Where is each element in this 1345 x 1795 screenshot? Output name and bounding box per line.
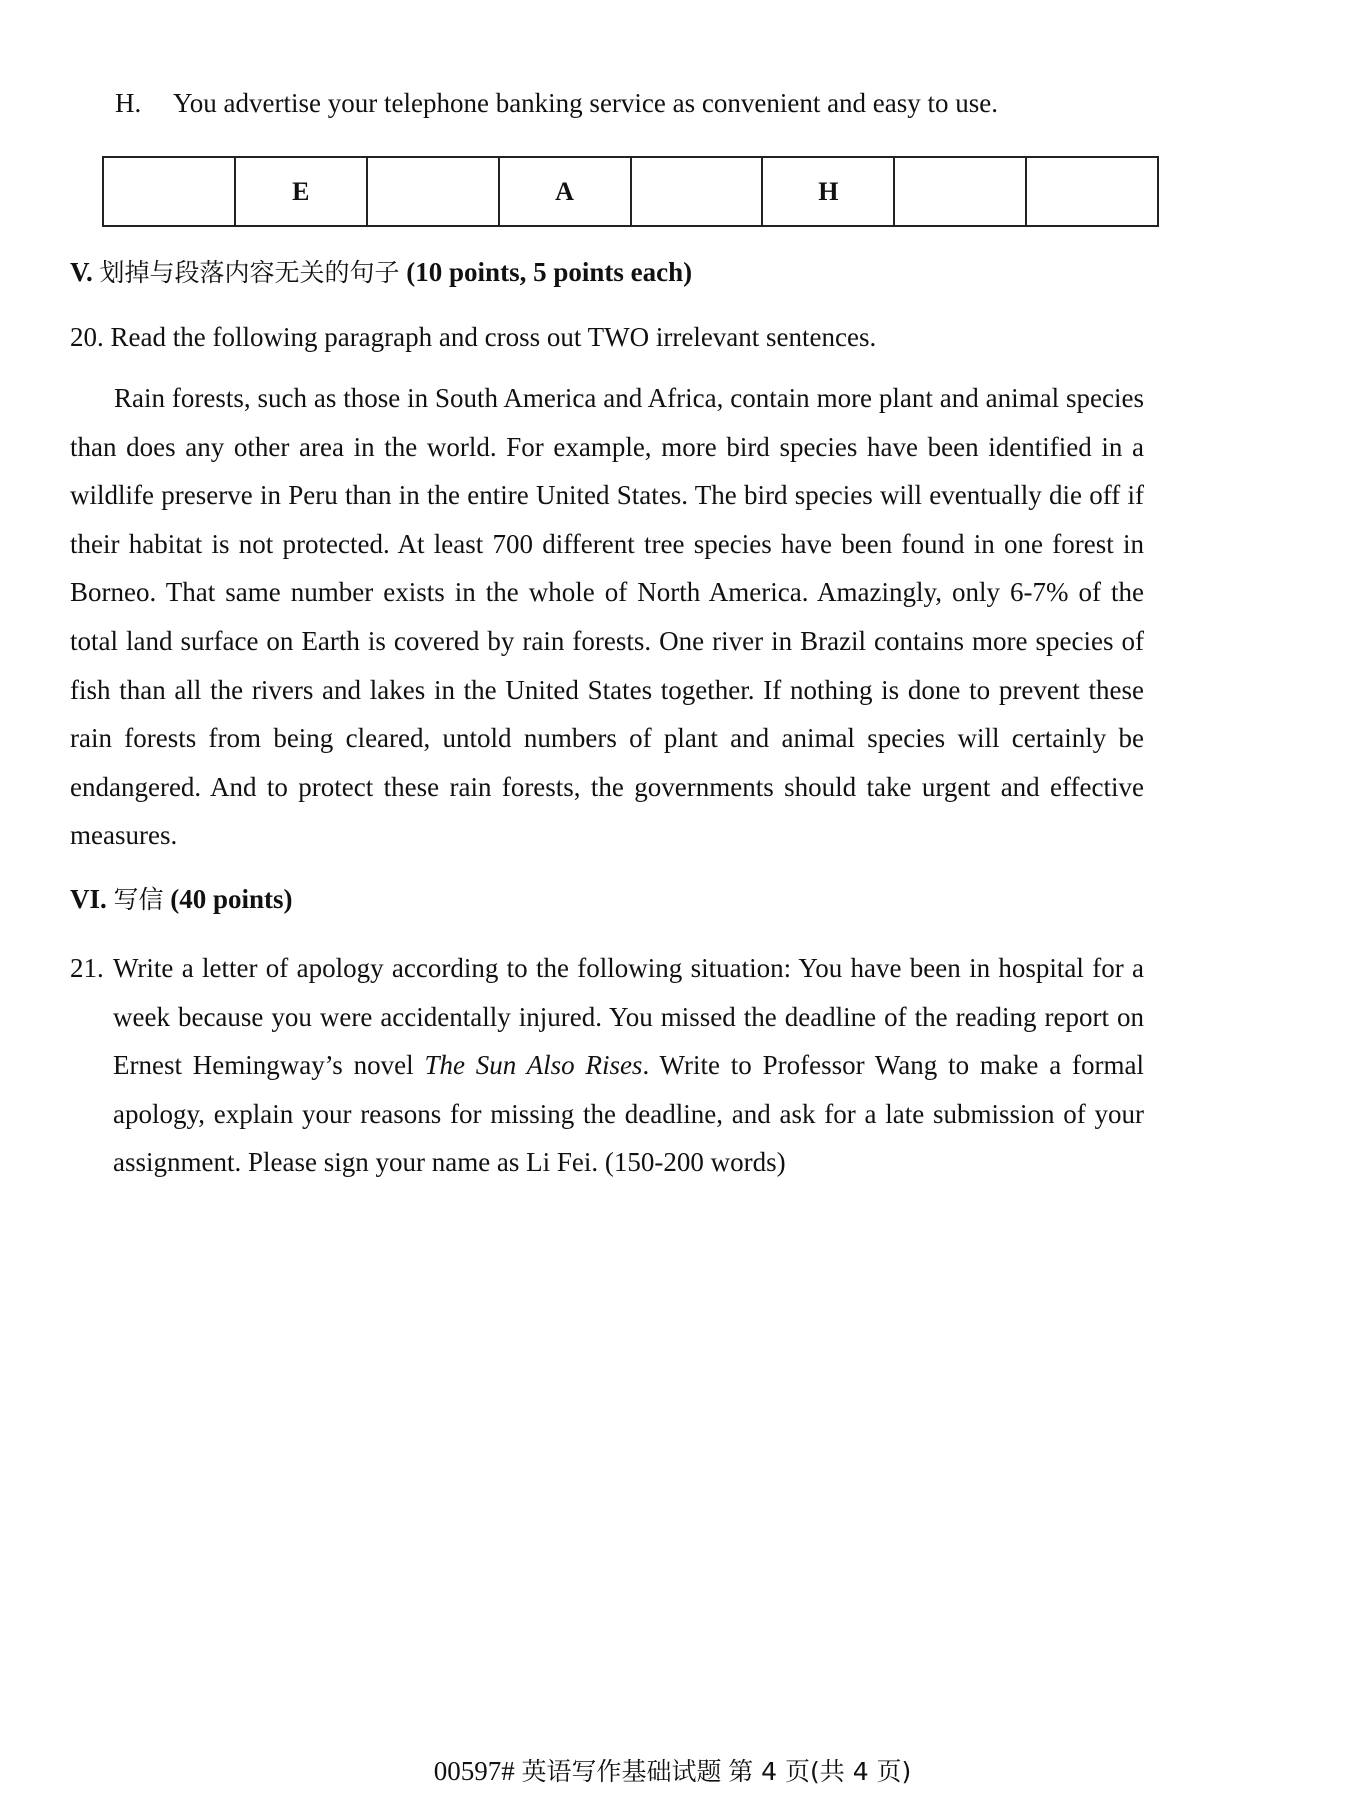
- footer-code: 00597#: [433, 1756, 515, 1786]
- section-v-heading: [70, 253, 692, 289]
- question-21-text-before: Write a letter of apology according to the following situation: You have been in hospital for a week because you were accidentally injured. You missed the deadline of the reading report on Ernest Hemingway’s novel: [113, 953, 1144, 1081]
- page-footer: [0, 1752, 1345, 1788]
- section-v-points: (10 points, 5 points each): [406, 257, 693, 287]
- answer-table: [102, 156, 1159, 227]
- option-h: [115, 88, 998, 119]
- answer-cell-4: A: [499, 157, 631, 226]
- answer-cell-3: [367, 157, 499, 226]
- question-21-number: 21.: [70, 953, 104, 983]
- option-h-label: H.: [115, 88, 142, 118]
- answer-cell-1: [103, 157, 235, 226]
- section-vi-title: 写信: [113, 885, 164, 914]
- question-21: [70, 944, 1144, 1187]
- section-v-numeral: V.: [70, 257, 93, 287]
- option-h-text: You advertise your telephone banking service as convenient and easy to use.: [173, 88, 999, 118]
- answer-cell-2: E: [235, 157, 367, 226]
- answer-cell-5: [631, 157, 763, 226]
- footer-title: 英语写作基础试题: [521, 1757, 722, 1786]
- book-title: The Sun Also Rises: [424, 1050, 643, 1081]
- answer-cell-8: [1026, 157, 1158, 226]
- answer-cell-7: [894, 157, 1026, 226]
- section-v-title: 划掉与段落内容无关的句子: [99, 258, 400, 287]
- question-20-paragraph: Rain forests, such as those in South America and Africa, contain more plant and animal species than does any other area in the world. For example, more bird species have been identified in a wildlife preserve in Peru than in the entire United States. The bird species will eventually die off if their habitat is not protected. At least 700 different tree species have been found in one forest in Borneo. That same number exists in the whole of North America. Amazingly, only 6-7% of the total land surface on Earth is covered by rain forests. One river in Brazil contains more species of fish than all the rivers and lakes in the United States together. If nothing is done to prevent these rain forests from being cleared, untold numbers of plant and animal species will certainly be endangered. And to protect these rain forests, the governments should take urgent and effective measures.: [70, 383, 1144, 851]
- section-vi-heading: [70, 880, 293, 916]
- section-vi-numeral: VI.: [70, 884, 107, 914]
- question-21-text: [113, 944, 1144, 1187]
- footer-page: 第 4 页(共 4 页): [728, 1757, 912, 1786]
- answer-cell-6: H: [762, 157, 894, 226]
- question-20-prompt: 20. Read the following paragraph and cross out TWO irrelevant sentences.: [70, 322, 877, 352]
- answer-row: [103, 157, 1158, 226]
- section-vi-points: (40 points): [170, 884, 293, 914]
- question-21-text-after: . Write to Professor Wang to make a formal apology, explain your reasons for missing the deadline, and ask for a late submission of your assignment. Please sign your name as Li Fei. (150-200 words): [113, 1050, 1144, 1178]
